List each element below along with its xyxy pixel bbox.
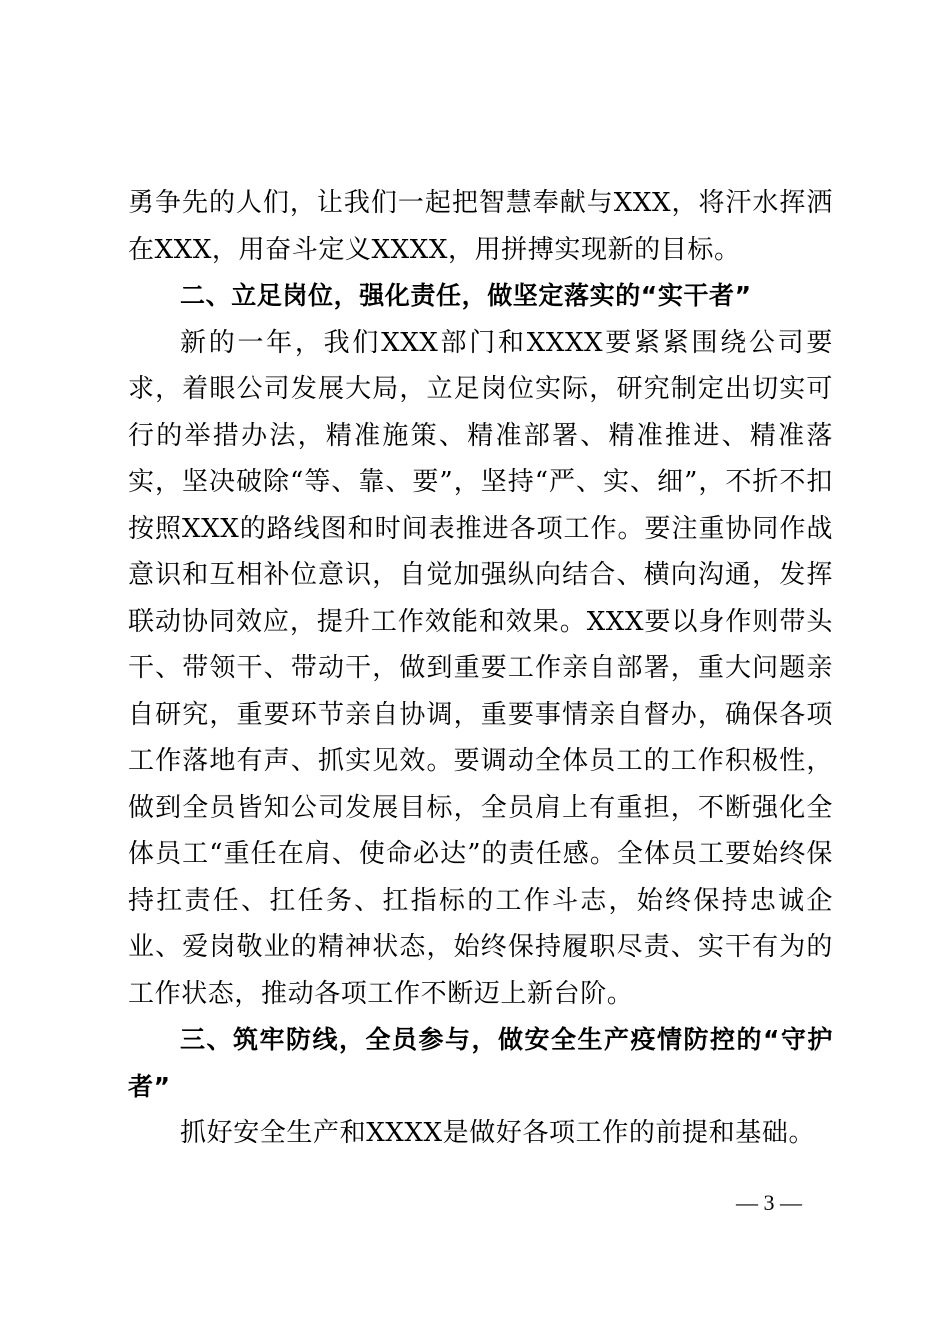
paragraph-section-3-intro: 抓好安全生产和XXXX是做好各项工作的前提和基础。 bbox=[180, 1118, 816, 1148]
paragraph-section-2-body: 新的一年，我们XXX部门和XXXX要紧紧围绕公司要求，着眼公司发展大局，立足岗位实际，研究制定出切实可行的举措办法，精准施策、精准部署、精准推进、精准落实，坚决破除“等、靠、要”，坚持“严、实、细”，不折不扣按照XXX的路线图和时间表推进各项工作。要注重协同作战意识和互相补位意识，自觉加强纵向结合、横向沟通，发挥联动协同效应，提升工作效能和效果。XXX要以身作则带头干、带领干、带动干，做到重要工作亲自部署，重大问题亲自研究，重要环节亲自协调，重要事情亲自督办，确保各项工作落地有声、抓实见效。要调动全体员工的工作积极性，做到全员皆知公司发展目标，全员肩上有重担，不断强化全体员工“重任在肩、使命必达”的责任感。全体员工要始终保持扛责任、扛任务、扛指标的工作斗志，始终保持忠诚企业、爱岗敬业的精神状态，始终保持履职尽责、实干有为的工作状态，推动各项工作不断迈上新台阶。 bbox=[128, 327, 833, 1009]
document-body bbox=[128, 180, 833, 1157]
page-number: — 3 — bbox=[736, 1190, 802, 1215]
section-heading-3: 三、筑牢防线，全员参与，做安全生产疫情防控的“守护者” bbox=[128, 1025, 833, 1101]
paragraph-continuation: 勇争先的人们，让我们一起把智慧奉献与XXX，将汗水挥洒在XXX，用奋斗定义XXXX，用拼搏实现新的目标。 bbox=[128, 188, 833, 265]
section-heading-2: 二、立足岗位，强化责任，做坚定落实的“实干者” bbox=[180, 281, 752, 310]
